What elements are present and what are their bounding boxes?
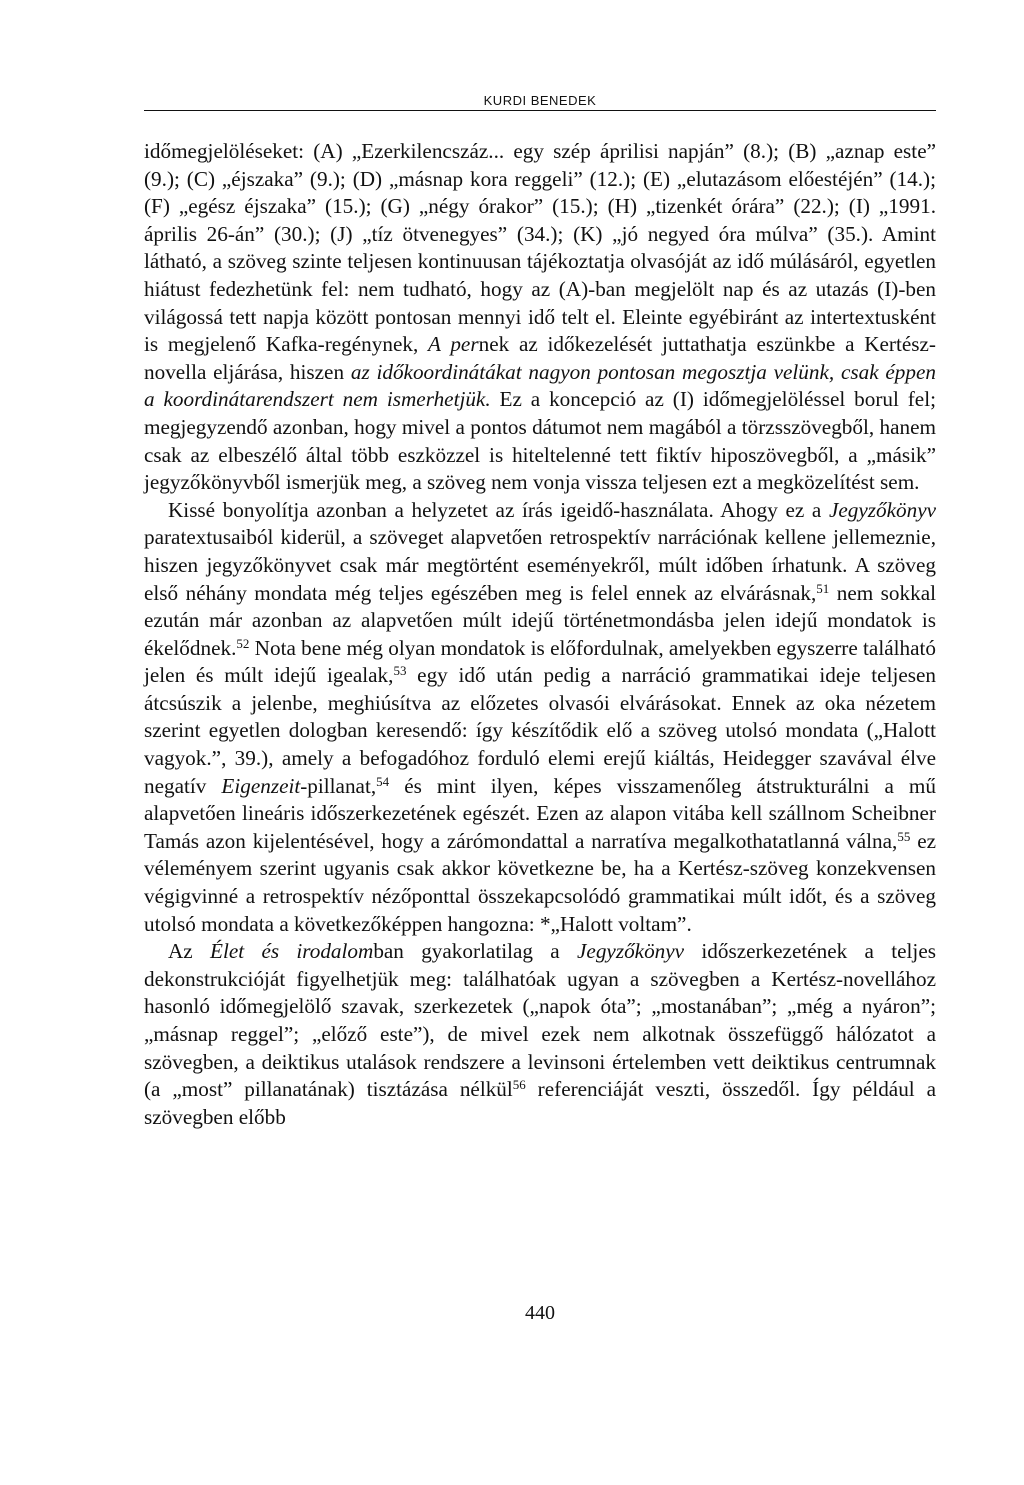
footnote-ref: 53 [393,663,407,679]
footnote-ref: 52 [236,635,250,651]
italic-text: Eigenzeit [221,773,301,798]
italic-text: Élet és irodalom [210,939,374,964]
text-run: ez véleményem szerint ugyanis csak akkor következne be, ha a Kertész-szöveg konzekvensen végigvinné a retrospektív nézőponttal összekapcsolódó grammatikai múlt időt, és a szöveg utolsó mondata a következőképpen hangozna: *„Halott voltam”. [144,828,937,936]
text-run: Nota bene még olyan mondatok is előfordulnak, amelyekben egyszerre található jelen és múlt idejű igealak, [144,635,936,688]
paragraph-1 [144,138,936,497]
text-run: nek az időkezelését juttathatja eszünkbe a Kertész-novella eljárása, hiszen [144,332,936,384]
footnote-ref: 54 [376,773,390,789]
text-run: -pillanat, [300,773,377,798]
text-run: időszerkezetének a teljes dekonstrukcióját figyelhetjük meg: találhatóak ugyan a szövegben a Kertész-novellához hasonló időmegjelölő szavak, szerkezetek („napok óta”; „mostanában”; „még a nyáron”; „másnap reggel”; „előző este”), de mivel ezek nem alkotnak összefüggő hálózatot a szövegben, a deiktikus utalások rendszere a levinsoni értelemben vett deiktikus centrumnak (a „most” pillanatának) tisztázása nélkül [144,939,936,1102]
running-head: KURDI BENEDEK [483,93,597,108]
italic-text: Jegyzőkönyv [577,939,685,964]
page-number: 440 [525,1302,555,1324]
header-rule [144,110,936,111]
italic-text: A per [428,332,479,357]
footnote-ref: 51 [816,580,830,596]
footnote-ref: 56 [512,1077,526,1093]
text-run: nem sokkal ezután már azonban az alapvetően múlt idejű történetmondásba jelen idejű mondatok is ékelődnek. [144,580,936,660]
footnote-ref: 55 [897,828,911,844]
text-run: Ez a koncepció az (I) időmegjelöléssel borul fel; megjegyzendő azonban, hogy mivel a pontos dátumot nem magából a törzsszövegből, hanem csak az elbeszélő által több eszközzel is hiteltelenné tett fiktív hiposzövegből, a „másik” jegyzőkönyvből ismerjük meg, a szöveg nem vonja vissza teljesen ezt a megközelítést sem. [144,387,936,495]
paragraph-3 [144,938,936,1131]
text-run: paratextusaiból kiderül, a szöveget alapvetően retrospektív narrációnak kellene jellemeznie, hiszen jegyzőkönyvet csak már megtörtént eseményekről, múlt időben írhatunk. A szöveg első néhány mondata még teljes egészében meg is felel ennek az elvárásnak, [144,525,936,605]
text-run: Az [168,939,211,964]
text-run: időmegjelöléseket: (A) „Ezerkilencszáz... egy szép áprilisi napján” (8.); (B) „aznap este” (9.); (C) „éjszaka” (9.); (D) „másnap kora reggeli” (12.); (E) „elutazásom előestéjén” (14.); (F) „egész éjszaka” (15.); (G) „négy órakor” (15.); (H) „tizenkét órára” (22.); (I) „1991. április 26-án” (30.); (J) „tíz ötvenegyes” (34.); (K) „jó negyed óra múlva” (35.). Amint látható, a szöveg szinte teljesen kontinuusan tájékoztatja olvasóját az idő múlásáról, egyetlen hiátust fedezhetünk fel: nem tudható, hogy az (A)-ban megjelölt nap és az utazás (I)-ben világossá tett napja között pontosan mennyi idő telt el. Eleinte egyébiránt az intertextusként is megjelenő Kafka-regénynek, [144,139,936,357]
paragraph-2 [144,497,936,939]
text-run: és mint ilyen, képes visszamenőleg átstrukturálni a mű alapvetően lineáris időszerkezetének egészét. Ezen az alapon vitába kell szállnom Scheibner Tamás azon kijelentésével, hogy a zárómondattal a narratíva megalkothatatlanná válna, [144,773,936,853]
text-run: ban gyakorlatilag a [373,939,578,964]
body-text [144,138,936,1131]
text-run: referenciáját veszti, összedől. Így például a szövegben előbb [144,1077,936,1129]
text-run: Kissé bonyolítja azonban a helyzetet az írás igeidő-használata. Ahogy ez a [168,497,829,522]
italic-text: Jegyzőkönyv [828,497,936,522]
italic-text: az időkoordinátákat nagyon pontosan megosztja velünk, csak éppen a koordinátarendszert nem ismerhetjük. [144,359,936,412]
text-run: egy idő után pedig a narráció grammatikai ideje teljesen átcsúszik a jelenbe, meghiúsítva az előzetes olvasói elvárásokat. Ennek az oka nézetem szerint egyetlen dologban keresendő: így készítődik elő a szöveg utolsó mondata („Halott vagyok.”, 39.), amely a befogadóhoz forduló elemi erejű kiáltás, Heidegger szavával élve negatív [144,663,936,798]
